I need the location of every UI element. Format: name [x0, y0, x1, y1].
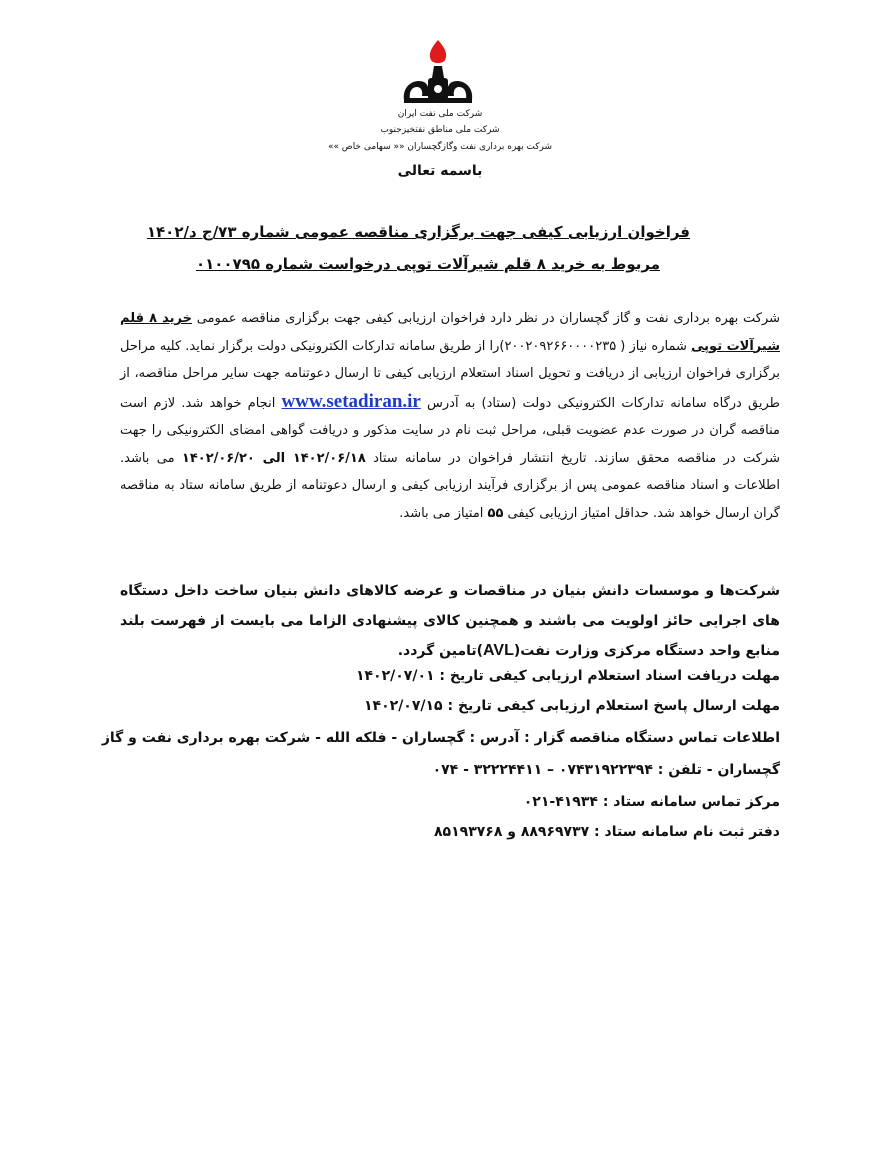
- paragraph-text: امتیاز می باشد.: [399, 505, 488, 521]
- deadline-send: مهلت ارسال پاسخ استعلام ارزیابی کیفی تاریخ : ۱۴۰۲/۰۷/۱۵: [364, 698, 780, 714]
- paragraph-text: می باشد. اطلاعات و اسناد مناقصه عمومی پس از برگزاری فرآیند ارزیابی کیفی و ارسال دعوتنامه از طریق سامانه ستاد به مناقصه گران ارسال خواهد شد. حداقل امتیاز ارزیابی کیفی: [120, 450, 780, 521]
- setad-registration-office: دفتر ثبت نام سامانه ستاد : ۸۸۹۶۹۷۳۷ و ۸۵۱۹۳۷۶۸: [434, 824, 780, 840]
- deadline-receive: مهلت دریافت اسناد استعلام ارزیابی کیفی تاریخ : ۱۴۰۲/۰۷/۰۱: [355, 668, 780, 684]
- notice-text: )تامین گردد.: [397, 643, 484, 659]
- setadiran-link[interactable]: www.setadiran.ir: [281, 390, 421, 412]
- company-name-nisoc: شرکت ملی مناطق نفتخیزجنوب: [380, 125, 500, 135]
- notice-text: شرکت‌ها و موسسات دانش بنیان در مناقصات و عرضه کالاهای دانش بنیان ساخت داخل دستگاه های اجرایی حائز اولویت می باشند و همچنین کالای پیشنهادی الزاما می بایست از فهرست بلند منابع واحد دستگاه مرکزی وزارت نفت(: [120, 583, 780, 659]
- contact-info: اطلاعات تماس دستگاه مناقصه گزار : آدرس : گچساران - فلکه الله - شرکت بهره برداری نفت و گاز: [101, 730, 780, 746]
- tender-title: فراخوان ارزیابی کیفی جهت برگزاری مناقصه عمومی شماره ۷۳/ج د/۱۴۰۲: [146, 223, 690, 241]
- company-name-nioc: شرکت ملی نفت ایران: [397, 109, 483, 119]
- paragraph-text: شماره نیاز ( ۲۰۰۲۰۹۲۶۶۰۰۰۰۲۳۵)را از طریق سامانه تدارکات الکترونیکی دولت برگزار نماید. کلیه مراحل برگزاری فراخوان ارزیابی از دریافت و تحویل اسناد استعلام ارزیابی کیفی تا ارسال دعوتنامه جهت سایر مراحل مناقصه، از طریق درگاه سامانه تدارکات الکترونیکی دولت (ستاد) به آدرس: [120, 338, 780, 411]
- avl-label: AVL: [483, 642, 514, 659]
- company-name-gogpc: شرکت بهره برداری نفت وگازگچساران «« سهامی خاص »»: [327, 142, 553, 152]
- item-description: خرید ۸ قلم شیرآلات توپی: [120, 311, 780, 354]
- announcement-paragraph: [120, 305, 780, 527]
- paragraph-text: انجام خواهد شد. لازم است مناقصه گران در صورت عدم عضویت قبلی، مراحل ثبت نام در سایت مذکور و دریافت گواهی امضای الکترونیکی را جهت شرکت در مناقصه محقق سازند. تاریخ انتشار فراخوان در سامانه ستاد: [120, 395, 781, 466]
- contact-phone: گچساران - تلفن : ۰۷۴۳۱۹۲۲۳۹۴ – ۳۲۲۲۴۴۱۱ - ۰۷۴: [432, 762, 780, 778]
- knowledge-based-notice: [120, 576, 780, 666]
- paragraph-text: شرکت بهره برداری نفت و گاز گچساران در نظر دارد فراخوان ارزیابی کیفی جهت برگزاری مناقصه عمومی: [196, 311, 781, 326]
- nioc-flame-logo-icon: [398, 38, 478, 108]
- setad-contact-center: مرکز تماس سامانه ستاد : ۴۱۹۳۴-۰۲۱: [523, 794, 780, 810]
- publish-dates: ۱۴۰۲/۰۶/۱۸ الی ۱۴۰۲/۰۶/۲۰: [181, 450, 366, 466]
- tender-subtitle: مربوط به خرید ۸ قلم شیرآلات توپی درخواست شماره ۰۱۰۰۷۹۵: [195, 255, 660, 273]
- min-score: ۵۵: [487, 505, 504, 521]
- bismillah-heading: باسمه تعالی: [397, 163, 483, 179]
